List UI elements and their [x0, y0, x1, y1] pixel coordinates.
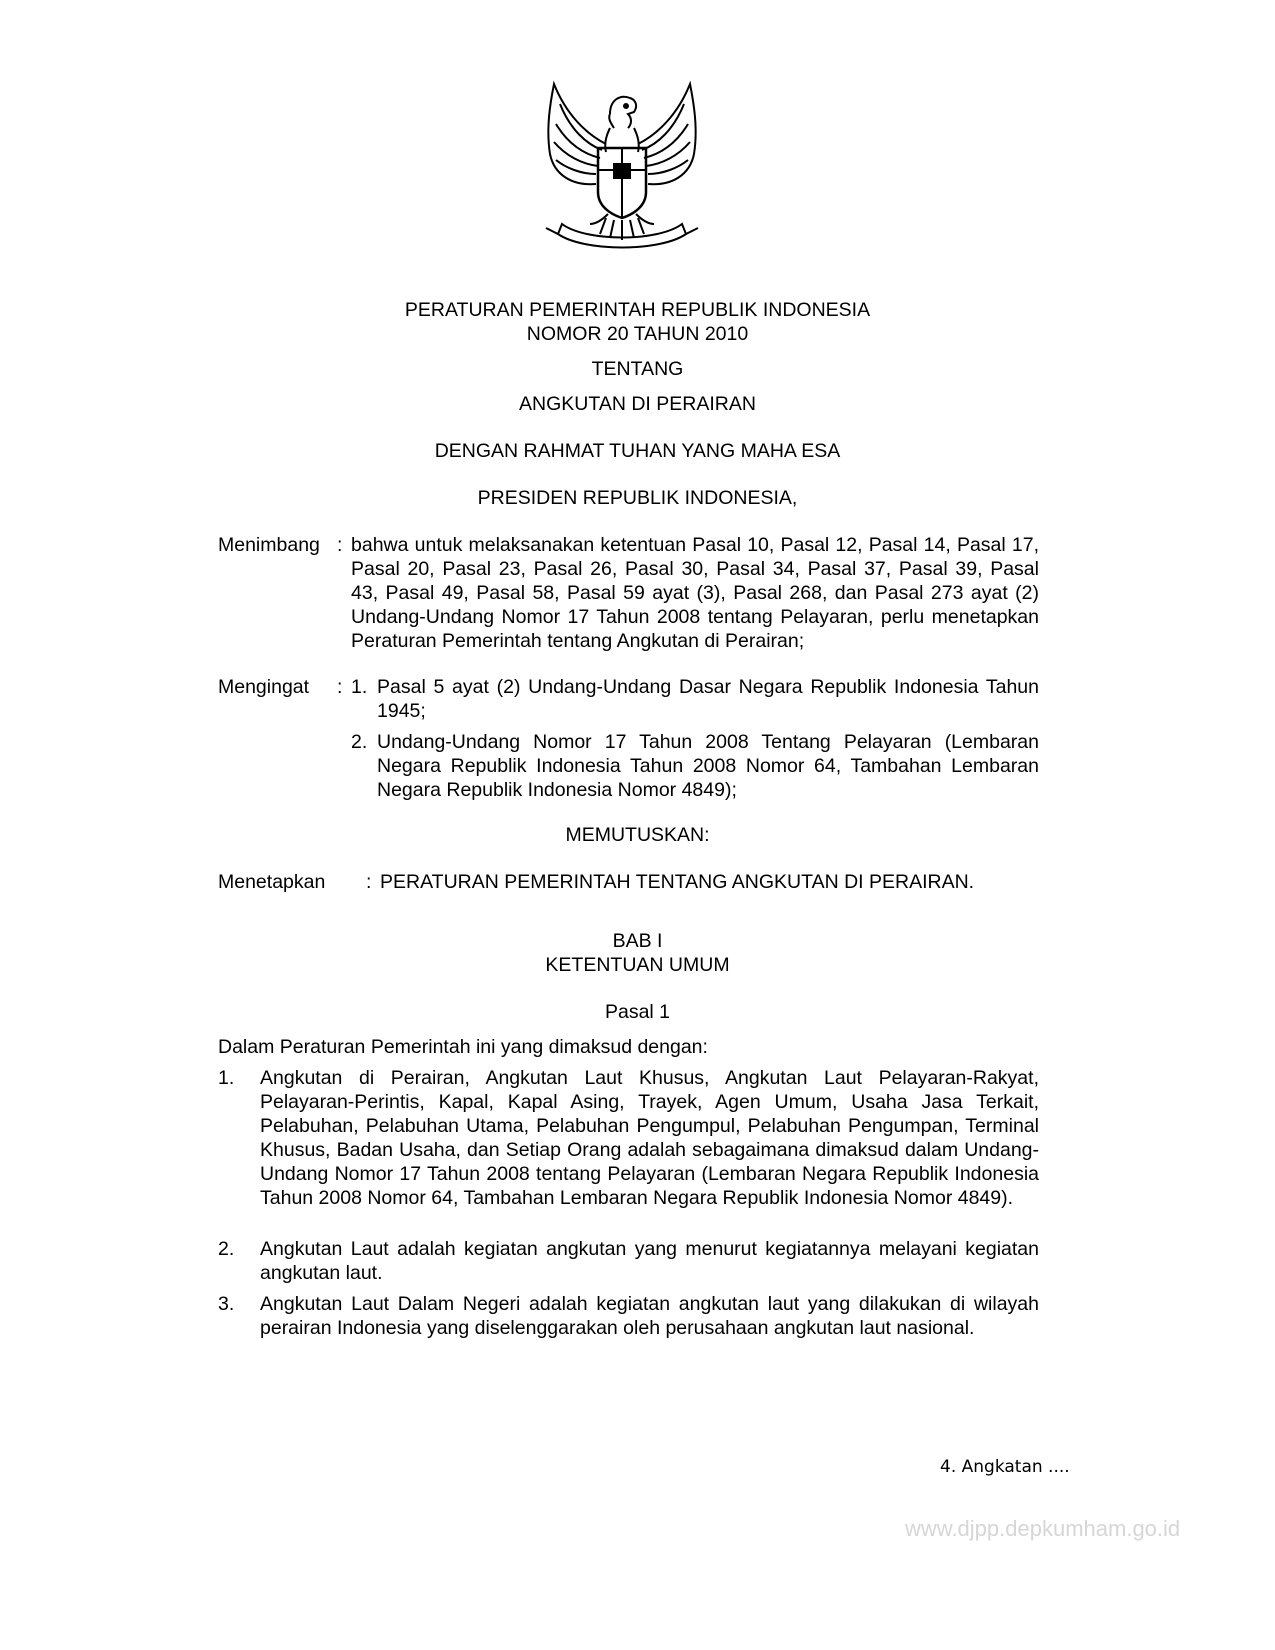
watermark: www.djpp.depkumham.go.id [905, 1516, 1181, 1541]
presiden-heading: PRESIDEN REPUBLIK INDONESIA, [477, 487, 798, 509]
menetapkan-text: PERATURAN PEMERINTAH TENTANG ANGKUTAN DI PERAIRAN. [380, 871, 975, 893]
memutuskan-heading: MEMUTUSKAN: [565, 824, 710, 846]
definitions-intro: Dalam Peraturan Pemerintah ini yang dimaksud dengan: [218, 1036, 708, 1058]
menetapkan-colon: : [366, 871, 372, 893]
mengingat-colon: : [337, 676, 343, 698]
rahmat-heading: DENGAN RAHMAT TUHAN YANG MAHA ESA [434, 440, 841, 462]
menimbang-colon: : [337, 534, 343, 556]
definition-number: 2. [218, 1238, 235, 1260]
mengingat-item-number: 2. [351, 731, 368, 753]
bab-subtitle: KETENTUAN UMUM [545, 954, 730, 976]
pasal-heading: Pasal 1 [604, 1001, 671, 1023]
mengingat-item-text: Pasal 5 ayat (2) Undang-Undang Dasar Negara Republik Indonesia Tahun 1945; [377, 676, 1039, 722]
definition-text: Angkutan Laut Dalam Negeri adalah kegiatan angkutan laut yang dilakukan di wilayah perairan Indonesia yang diselenggarakan oleh perusahaan angkutan laut nasional. [260, 1293, 1039, 1339]
menimbang-text: bahwa untuk melaksanakan ketentuan Pasal 10, Pasal 12, Pasal 14, Pasal 17, Pasal 20, Pasal 23, Pasal 26, Pasal 30, Pasal 34, Pasal 37, Pasal 39, Pasal 43, Pasal 49, Pasal 58, Pasal 59 ayat (3), Pasal 268, dan Pasal 273 ayat (2) Undang-Undang Nomor 17 Tahun 2008 tentang Pelayaran, perlu menetapkan Peraturan Pemerintah tentang Angkutan di Perairan; [351, 534, 1039, 652]
definition-text: Angkutan Laut adalah kegiatan angkutan yang menurut kegiatannya melayani kegiatan angkutan laut. [260, 1238, 1039, 1284]
regulation-subject: ANGKUTAN DI PERAIRAN [519, 393, 756, 415]
continuation-note: 4. Angkatan .... [940, 1457, 1070, 1477]
regulation-title: PERATURAN PEMERINTAH REPUBLIK INDONESIA [404, 299, 871, 321]
menimbang-label: Menimbang [218, 534, 320, 556]
garuda-emblem [536, 74, 708, 262]
definition-number: 3. [218, 1293, 235, 1315]
bab-title: BAB I [612, 930, 663, 952]
menetapkan-label: Menetapkan [218, 871, 326, 893]
mengingat-label: Mengingat [218, 676, 310, 698]
mengingat-item-text: Undang-Undang Nomor 17 Tahun 2008 Tentang Pelayaran (Lembaran Negara Republik Indonesia Tahun 2008 Nomor 64, Tambahan Lembaran Negara Republik Indonesia Nomor 4849); [377, 731, 1039, 801]
definition-text: Angkutan di Perairan, Angkutan Laut Khusus, Angkutan Laut Pelayaran-Rakyat, Pelayaran-Perintis, Kapal, Kapal Asing, Trayek, Agen Umum, Usaha Jasa Terkait, Pelabuhan, Pelabuhan Utama, Pelabuhan Pengumpul, Pelabuhan Pengumpan, Terminal Khusus, Badan Usaha, dan Setiap Orang adalah sebagaimana dimaksud dalam Undang-Undang Nomor 17 Tahun 2008 tentang Pelayaran (Lembaran Negara Republik Indonesia Tahun 2008 Nomor 64, Tambahan Lembaran Negara Republik Indonesia Nomor 4849). [260, 1067, 1039, 1209]
mengingat-item-number: 1. [351, 676, 368, 698]
regulation-number: NOMOR 20 TAHUN 2010 [526, 323, 749, 345]
definition-number: 1. [218, 1067, 235, 1089]
tentang-heading: TENTANG [591, 358, 684, 380]
